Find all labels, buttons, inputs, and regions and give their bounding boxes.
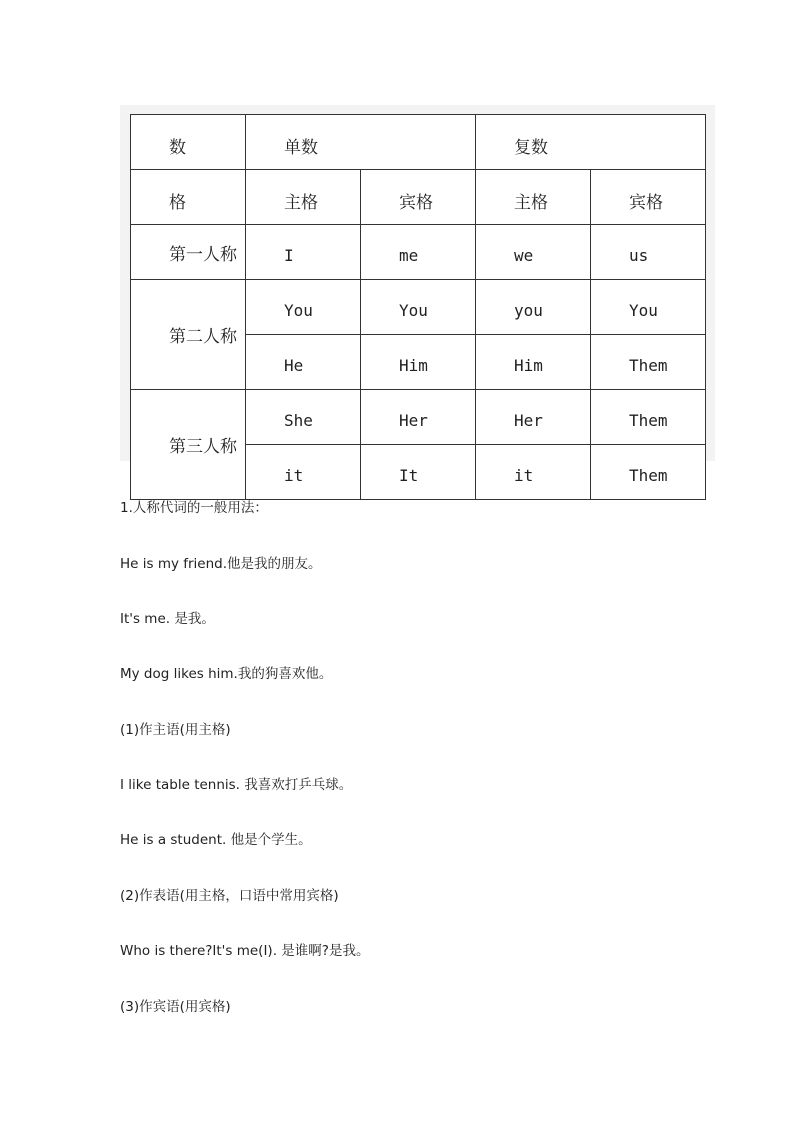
table-cell: Them bbox=[591, 335, 706, 390]
table-cell: You bbox=[591, 280, 706, 335]
example-sentence: My dog likes him.我的狗喜欢他。 bbox=[120, 666, 333, 682]
pronoun-table-container bbox=[120, 105, 715, 485]
table-header-row-case bbox=[131, 170, 706, 225]
example-sentence: I like table tennis. 我喜欢打乒乓球。 bbox=[120, 777, 353, 793]
table-cell: You bbox=[361, 280, 476, 335]
usage-heading-object: (3)作宾语(用宾格) bbox=[120, 999, 231, 1015]
example-sentence: He is my friend.他是我的朋友。 bbox=[120, 556, 322, 572]
pronoun-table bbox=[130, 114, 706, 500]
example-sentence: It's me. 是我。 bbox=[120, 611, 215, 627]
table-cell: You bbox=[246, 280, 361, 335]
table-cell: me bbox=[361, 225, 476, 280]
section-heading-general-usage: 1.人称代词的一般用法： bbox=[120, 500, 268, 516]
table-cell: I bbox=[246, 225, 361, 280]
table-cell: Him bbox=[476, 335, 591, 390]
example-sentence: Who is there?It's me(I). 是谁啊?是我。 bbox=[120, 943, 370, 959]
example-sentence: He is a student. 他是个学生。 bbox=[120, 832, 312, 848]
row-label-first-person: 第一人称 bbox=[131, 225, 246, 280]
header-cell-singular-objective: 宾格 bbox=[361, 170, 476, 225]
table-cell: Her bbox=[361, 390, 476, 445]
row-label-second-person: 第二人称 bbox=[131, 280, 246, 390]
header-cell-plural-objective: 宾格 bbox=[591, 170, 706, 225]
table-row-third-person-a bbox=[131, 390, 706, 445]
table-cell: Them bbox=[591, 390, 706, 445]
table-header-row-number bbox=[131, 115, 706, 170]
usage-heading-subject: (1)作主语(用主格) bbox=[120, 722, 231, 738]
header-cell-singular-subjective: 主格 bbox=[246, 170, 361, 225]
header-cell-number: 数 bbox=[131, 115, 246, 170]
table-cell: us bbox=[591, 225, 706, 280]
table-cell: It bbox=[361, 445, 476, 500]
table-cell: Them bbox=[591, 445, 706, 500]
table-cell: it bbox=[476, 445, 591, 500]
table-cell: we bbox=[476, 225, 591, 280]
table-cell: Her bbox=[476, 390, 591, 445]
usage-heading-predicative: (2)作表语(用主格，口语中常用宾格) bbox=[120, 888, 339, 904]
table-cell: you bbox=[476, 280, 591, 335]
row-label-third-person: 第三人称 bbox=[131, 390, 246, 500]
header-cell-singular: 单数 bbox=[246, 115, 476, 170]
header-cell-plural-subjective: 主格 bbox=[476, 170, 591, 225]
table-cell: it bbox=[246, 445, 361, 500]
table-row-first-person bbox=[131, 225, 706, 280]
header-cell-plural: 复数 bbox=[476, 115, 706, 170]
table-cell: He bbox=[246, 335, 361, 390]
header-cell-case: 格 bbox=[131, 170, 246, 225]
table-cell: She bbox=[246, 390, 361, 445]
table-cell: Him bbox=[361, 335, 476, 390]
table-row-second-person-a bbox=[131, 280, 706, 335]
